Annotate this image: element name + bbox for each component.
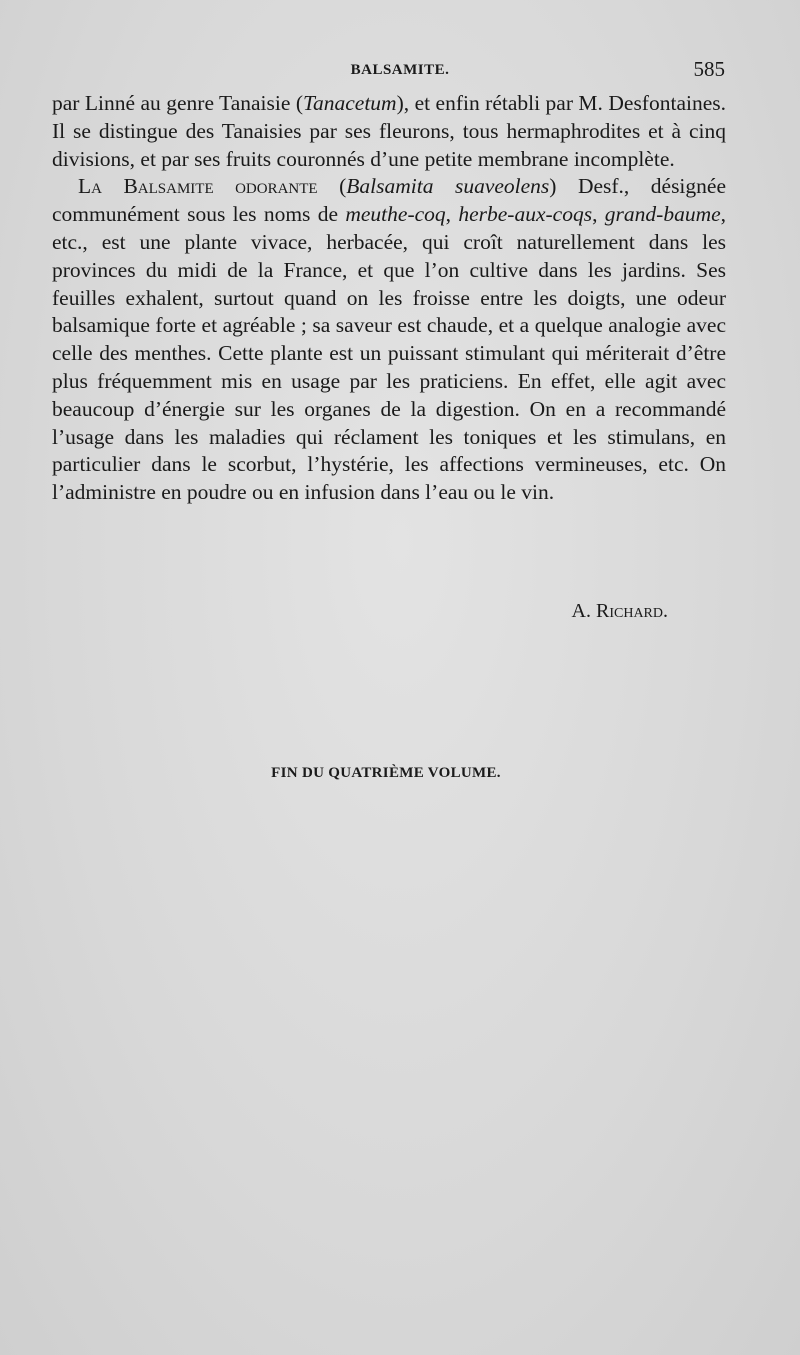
para1-text-a: par Linné au genre Tanaisie (: [52, 91, 303, 115]
para2-text-e: , etc., est une plante vivace, herbacée, qui croît naturellement dans les provinces du midi de la France, et que l’on cultive dans les jardins. Ses feuilles exhalent, surtout quand on les froisse entre les doigts, une odeur balsamique forte et agréable ; sa saveur est chaude, et a quelque analogie avec celle des menthes. Cette plante est un puissant stimulant qui mériterait d’être plus fréquemment mis en usage par les praticiens. En effet, elle agit avec beaucoup d’énergie sur les organes de la digestion. On en a recommandé l’usage dans les maladies qui réclament les toniques et les stimulans, en particulier dans le scorbut, l’hystérie, les affections vermineuses, etc. On l’administre en poudre ou en infusion dans l’eau ou le vin.: [52, 202, 727, 505]
body-text: [52, 90, 726, 507]
paragraph-2: [52, 173, 726, 507]
para2-text-a: (: [317, 174, 347, 199]
para2-small-caps-heading: La Balsamite odorante: [78, 174, 318, 199]
para2-text-c: ,: [445, 202, 459, 227]
page-number: 585: [693, 57, 725, 81]
para2-common-name-2: herbe-aux-coqs: [458, 202, 593, 227]
para1-italic: Tanacetum: [303, 91, 397, 115]
paragraph-1: [52, 90, 726, 173]
para2-common-name-1: meuthe-coq: [345, 202, 446, 227]
para2-text-b: ) Desf., désignée communément sous les noms de: [52, 174, 726, 227]
end-of-volume-note: FIN DU QUATRIÈME VOLUME.: [271, 765, 501, 781]
para1-text-b: ), et enfin rétabli par M. Desfontaines. Il se distingue des Tanaisies par ses fleurons, tous hermaphrodites et à cinq divisions, et par ses fruits couronnés d’une petite membrane incomplète.: [52, 91, 726, 171]
running-title: BALSAMITE.: [350, 62, 450, 78]
para2-latin-name: Balsamita suaveolens: [346, 174, 550, 199]
para2-common-name-3: grand-baume: [604, 202, 721, 227]
para2-text-d: ,: [592, 202, 605, 227]
author-signature: A. Richard.: [571, 600, 668, 622]
